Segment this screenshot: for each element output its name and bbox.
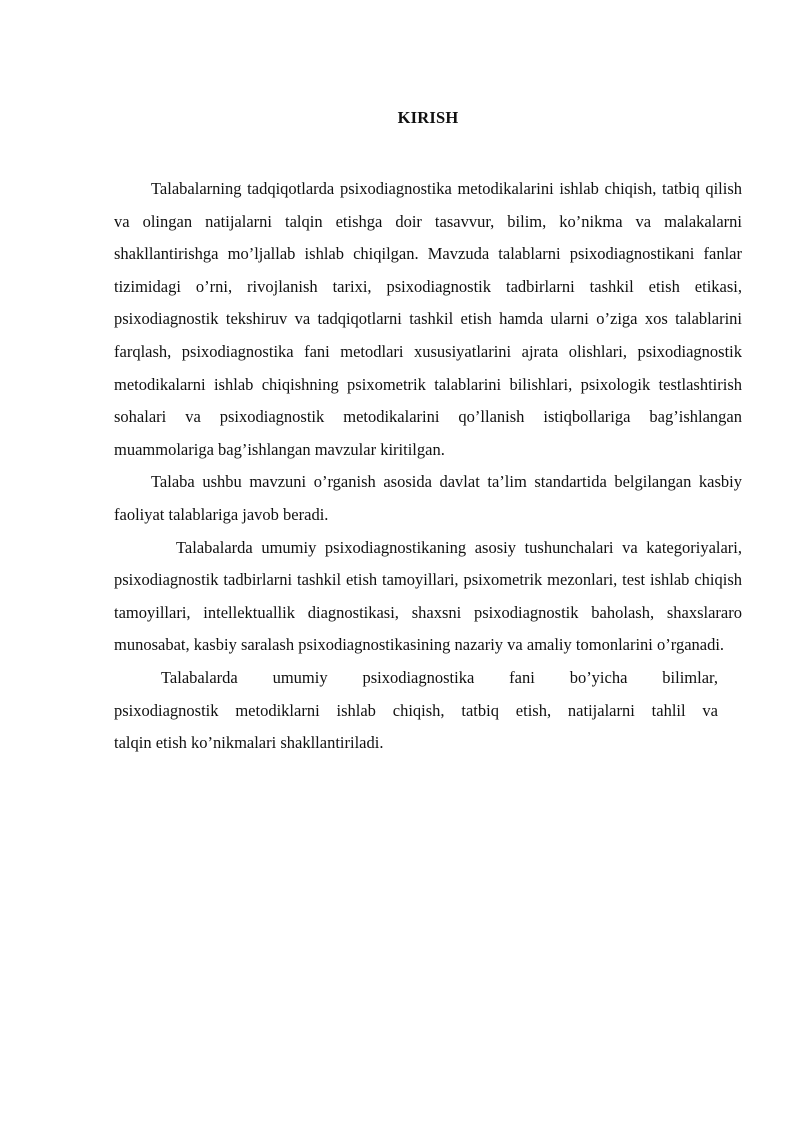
paragraph-standard: Talaba ushbu mavzuni o’rganish asosida davlat ta’lim standartida belgilangan kasbiy faoliyat talablariga javob beradi. bbox=[114, 472, 742, 524]
page-title: KIRISH bbox=[397, 108, 459, 127]
document-body bbox=[114, 173, 742, 760]
paragraph-skills bbox=[114, 662, 742, 760]
paragraph-intro: Talabalarning tadqiqotlarda psixodiagnostika metodikalarini ishlab chiqish, tatbiq qilish va olingan natijalarni talqin etishga doir tasavvur, bilim, ko’nikma va malakalarni shakllantirishga mo’ljallab ishlab chiqilgan. Mavzuda talablarni psixodiagnostikani fanlar tizimidagi o’rni, rivojlanish tarixi, psixodiagnostik tadbirlarni tashkil etish etikasi, psixodiagnostik tekshiruv va tadqiqotlarni tashkil etish hamda ularni o’ziga xos talablarini farqlash, psixodiagnostika fani metodlari xususiyatlarini ajrata olishlari, psixodiagnostik metodikalarni ishlab chiqishning psixometrik talablarini bilishlari, psixologik testlashtirish sohalari va psixodiagnostik metodikalarini qo’llanish istiqbollariga bag’ishlangan muammolariga bag’ishlangan mavzular kiritilgan. bbox=[114, 179, 742, 459]
paragraph-skills-line-2: psixodiagnostik metodiklarni ishlab chiqish, tatbiq etish, natijalarni tahlil va bbox=[114, 700, 718, 720]
paragraph-skills-line-3: talqin etish ko’nikmalari shakllantiriladi. bbox=[114, 733, 384, 753]
paragraph-topics: Talabalarda umumiy psixodiagnostikaning asosiy tushunchalari va kategoriyalari, psixodiagnostik tadbirlarni tashkil etish tamoyillari, psixometrik mezonlari, test ishlab chiqish tamoyillari, intellektuallik diagnostikasi, shaxsni psixodiagnostik baholash, shaxslararo munosabat, kasbiy saralash psixodiagnostikasining nazariy va amaliy tomonlarini o’rganadi. bbox=[114, 537, 742, 655]
paragraph-skills-line-1: Talabalarda umumiy psixodiagnostika fani bo’yicha bilimlar, bbox=[161, 667, 718, 687]
